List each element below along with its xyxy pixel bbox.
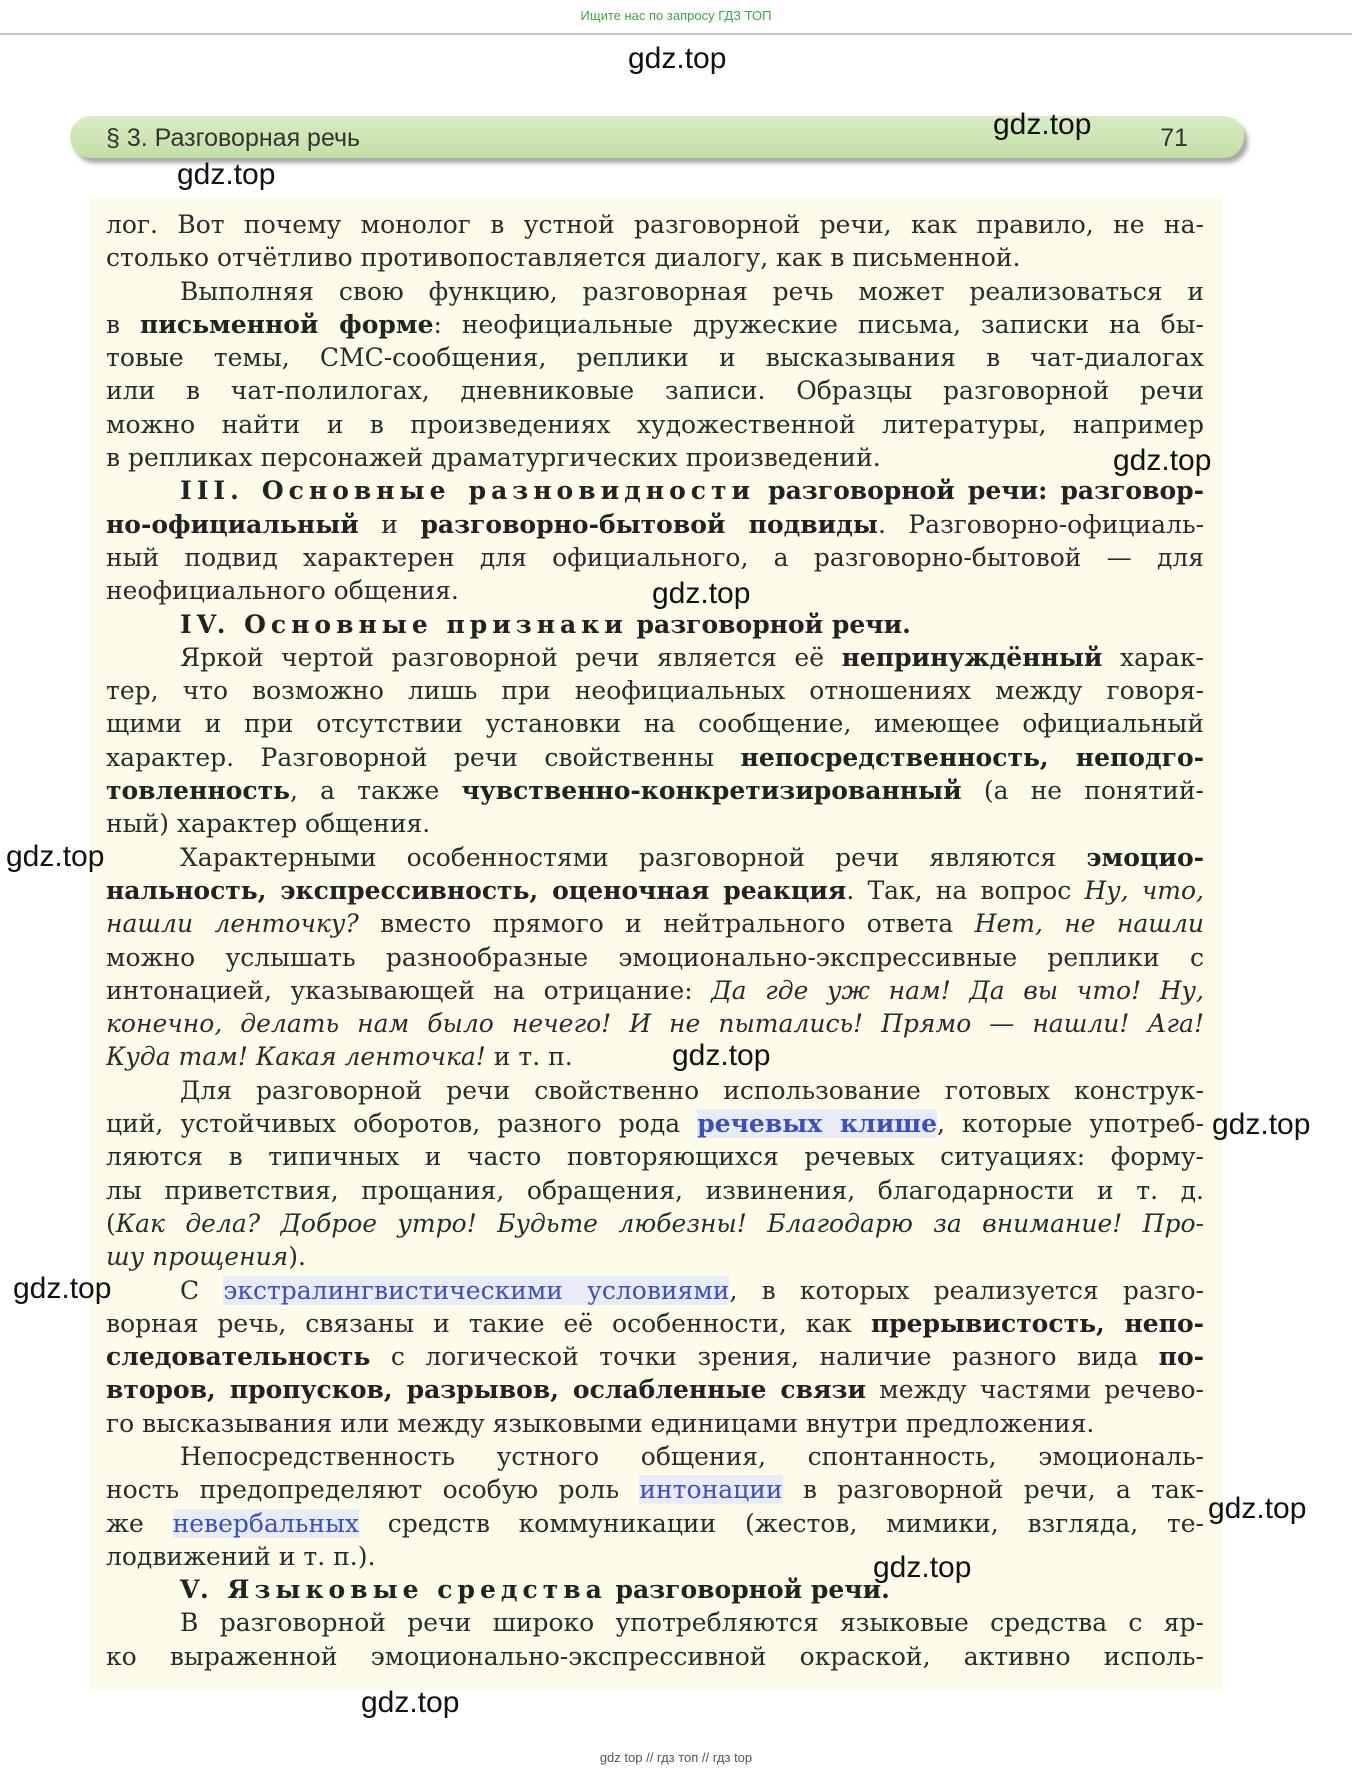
text-line: шу прощения).	[106, 1242, 306, 1272]
watermark: gdz.top	[361, 1686, 460, 1719]
watermark: gdz.top	[993, 108, 1092, 141]
text-line: в репликах персонажей драматургических произведений.	[106, 443, 881, 473]
text-line: Для разговорной речи свойственно использование готовых конструк-	[180, 1075, 1204, 1105]
text-line: же невербальных средств коммуникации (жестов, мимики, взгляда, те-	[106, 1508, 1204, 1538]
text-line: (Как дела? Доброе утро! Будьте любезны! Благодарю за внимание! Про-	[106, 1208, 1204, 1238]
watermark: gdz.top	[6, 840, 105, 873]
section-heading-3: III. Основные разновидности разговорной речи: разговор-	[180, 476, 1204, 506]
text-line: лодвижений и т. п.).	[106, 1541, 376, 1571]
text-line: щими и при отсутствии установки на сообщение, имеющее официальный	[106, 709, 1204, 739]
text-line: ляются в типичных и часто повторяющихся речевых ситуациях: форму-	[106, 1142, 1204, 1172]
textbook-page	[90, 198, 1222, 1690]
term-link: речевых клише	[697, 1109, 938, 1139]
text-line: конечно, делать нам было нечего! И не пытались! Прямо — нашли! Ага!	[106, 1009, 1204, 1039]
watermark: gdz.top	[1208, 1492, 1307, 1525]
text-line: можно услышать разнообразные эмоционально-экспрессивные реплики с	[106, 942, 1204, 972]
watermark: gdz.top	[873, 1551, 972, 1584]
top-banner-text: Ищите нас по запросу ГДЗ ТОП	[580, 8, 772, 23]
text-line: ций, устойчивых оборотов, разного рода речевых клише, которые употреб-	[106, 1109, 1204, 1139]
term-link: невербальных	[172, 1508, 360, 1538]
text-line: С экстралингвистическими условиями, в которых реализуется разго-	[180, 1275, 1204, 1305]
text-line: нальность, экспрессивность, оценочная реакция. Так, на вопрос Ну, что,	[106, 875, 1204, 905]
text-line: ный подвид характерен для официального, а разговорно-бытовой — для	[106, 542, 1204, 572]
term-link: интонации	[639, 1475, 783, 1505]
text-line: или в чат-полилогах, дневниковые записи. Образцы разговорной речи	[106, 376, 1204, 406]
text-line: в письменной форме: неофициальные дружеские письма, записки на бы-	[106, 309, 1204, 339]
watermark: gdz.top	[672, 1039, 771, 1072]
text-line: Выполняя свою функцию, разговорная речь может реализоваться и	[180, 276, 1204, 306]
watermark: gdz.top	[1212, 1108, 1311, 1141]
text-line: лы приветствия, прощания, обращения, извинения, благодарности и т. д.	[106, 1175, 1204, 1205]
watermark: gdz.top	[652, 577, 751, 610]
watermark: gdz.top	[1113, 444, 1212, 477]
text-line: Яркой чертой разговорной речи является её непринуждённый харак-	[180, 642, 1204, 672]
text-line: характер. Разговорной речи свойственны непосредственность, неподго-	[106, 742, 1204, 772]
section-heading-5: V. Языковые средства разговорной речи.	[180, 1575, 890, 1605]
text-line: товленность, а также чувственно-конкретизированный (а не понятий-	[106, 776, 1204, 806]
text-line: Непосредственность устного общения, спонтанность, эмоциональ-	[180, 1441, 1204, 1471]
text-line: второв, пропусков, разрывов, ослабленные связи между частями речево-	[106, 1375, 1204, 1405]
text-line: тер, что возможно лишь при неофициальных отношениях между говоря-	[106, 676, 1204, 706]
text-line: можно найти и в произведениях художественной литературы, например	[106, 409, 1204, 439]
text-line: го высказывания или между языковыми единицами внутри предложения.	[106, 1408, 1095, 1438]
text-line: товые темы, СМС-сообщения, реплики и высказывания в чат-диалогах	[106, 343, 1204, 373]
term-link: экстралингвистическими условиями	[223, 1275, 730, 1305]
body-text	[106, 208, 1204, 1673]
text-line: следовательность с логической точки зрения, наличие разного вида по-	[106, 1342, 1204, 1372]
bold-term: письменной форме	[140, 309, 434, 339]
text-line: лог. Вот почему монолог в устной разговорной речи, как правило, не на-	[106, 210, 1204, 239]
text-line: но-официальный и разговорно-бытовой подвиды. Разговорно-официаль-	[106, 509, 1204, 539]
text-line: ворная речь, связаны и такие её особенности, как прерывистость, непо-	[106, 1308, 1204, 1338]
text-line: Куда там! Какая ленточка! и т. п.	[106, 1042, 573, 1072]
section-heading-4: IV. Основные признаки разговорной речи.	[180, 609, 911, 639]
footer-links: gdz top // гдз топ // гдз top	[599, 1750, 753, 1765]
watermark: gdz.top	[628, 42, 727, 75]
text-line: В разговорной речи широко употребляются языковые средства с яр-	[180, 1608, 1204, 1638]
watermark: gdz.top	[13, 1272, 112, 1305]
text-line: нашли ленточку? вместо прямого и нейтрального ответа Нет, не нашли	[106, 909, 1204, 939]
page-number: 71	[1160, 124, 1188, 152]
text-line: интонацией, указывающей на отрицание: Да где уж нам! Да вы что! Ну,	[106, 975, 1204, 1005]
text-line: ный) характер общения.	[106, 809, 431, 839]
text-line: ко выраженной эмоционально-экспрессивной окраской, активно исполь-	[106, 1641, 1204, 1671]
text-line: неофициального общения.	[106, 576, 459, 606]
text-line: ность предопределяют особую роль интонации в разговорной речи, а так-	[106, 1475, 1204, 1505]
text-line: Характерными особенностями разговорной речи являются эмоцио-	[180, 842, 1204, 872]
top-banner	[0, 0, 1352, 35]
watermark: gdz.top	[177, 158, 276, 191]
section-title: § 3. Разговорная речь	[106, 124, 361, 152]
text-line: столько отчётливо противопоставляется диалогу, как в письменной.	[106, 243, 1021, 273]
